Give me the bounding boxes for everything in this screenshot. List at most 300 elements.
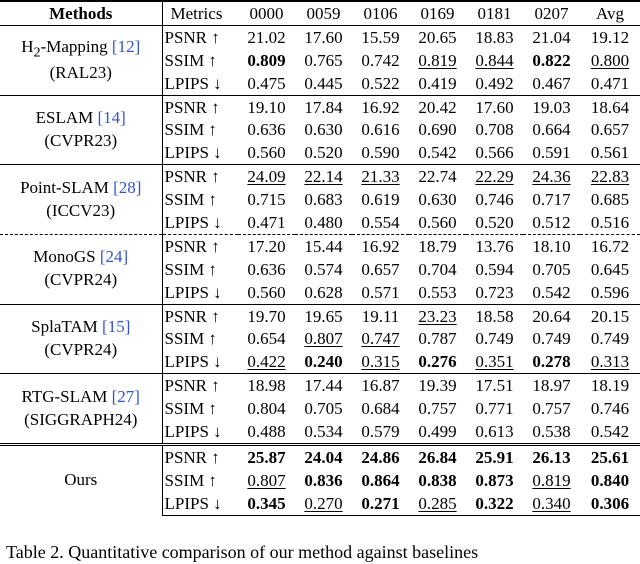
average-cell bbox=[580, 374, 640, 397]
metric-value: 22.29 bbox=[475, 167, 514, 187]
table-row bbox=[0, 25, 640, 48]
value-cell bbox=[352, 492, 409, 515]
metric-value: 0.561 bbox=[590, 143, 630, 163]
metric-value: 16.87 bbox=[361, 376, 400, 396]
value-cell bbox=[238, 72, 295, 95]
metric-value: 0.873 bbox=[475, 470, 514, 490]
value-cell bbox=[409, 188, 466, 211]
average-cell bbox=[580, 188, 640, 211]
metric-value: 0.422 bbox=[247, 352, 286, 372]
metric-value: 0.322 bbox=[475, 493, 514, 513]
value-cell bbox=[523, 258, 580, 281]
value-cell bbox=[352, 374, 409, 397]
metric-value: 19.10 bbox=[247, 97, 286, 117]
value-cell bbox=[466, 397, 523, 420]
value-cell bbox=[409, 374, 466, 397]
metric-value: 0.749 bbox=[590, 329, 630, 349]
average-cell bbox=[580, 165, 640, 188]
metric-value: 18.98 bbox=[247, 376, 286, 396]
average-cell bbox=[580, 281, 640, 304]
metric-value: 0.844 bbox=[475, 50, 514, 70]
value-cell bbox=[352, 234, 409, 257]
method-name bbox=[0, 316, 162, 339]
value-cell bbox=[238, 492, 295, 515]
method-name-rest: -Mapping bbox=[40, 36, 112, 56]
metric-value: 0.471 bbox=[590, 73, 630, 93]
value-cell bbox=[238, 211, 295, 234]
value-cell bbox=[238, 374, 295, 397]
method-name-main: MonoGS bbox=[33, 247, 100, 267]
metric-value: 0.445 bbox=[304, 73, 343, 93]
method-name-main: Ours bbox=[64, 470, 98, 490]
metric-value: 0.560 bbox=[247, 143, 286, 163]
scene-header: 0169 bbox=[420, 3, 455, 23]
average-cell bbox=[580, 25, 640, 48]
metric-value: 0.560 bbox=[247, 282, 286, 302]
metric-value: 21.33 bbox=[361, 167, 400, 187]
value-cell bbox=[295, 469, 352, 492]
value-cell bbox=[523, 420, 580, 444]
metric-value: 19.70 bbox=[247, 306, 286, 326]
value-cell bbox=[295, 444, 352, 468]
metric-value: 17.84 bbox=[304, 97, 343, 117]
metric-value: 19.03 bbox=[532, 97, 571, 117]
metric-value: 17.60 bbox=[304, 27, 343, 47]
value-cell bbox=[466, 374, 523, 397]
value-cell bbox=[523, 211, 580, 234]
metric-value: 0.542 bbox=[532, 282, 571, 302]
metric-value: 0.809 bbox=[247, 50, 286, 70]
metric-value: 0.542 bbox=[418, 143, 457, 163]
value-cell bbox=[466, 281, 523, 304]
metric-label: SSIM ↑ bbox=[164, 470, 217, 490]
citation-link[interactable]: [28] bbox=[113, 177, 142, 197]
value-cell bbox=[523, 281, 580, 304]
metric-value: 0.757 bbox=[418, 399, 457, 419]
metric-value: 0.340 bbox=[532, 493, 571, 513]
value-cell bbox=[409, 444, 466, 468]
value-cell bbox=[295, 374, 352, 397]
metric-value: 0.345 bbox=[247, 493, 286, 513]
metric-value: 0.571 bbox=[361, 282, 400, 302]
metric-value: 24.04 bbox=[304, 447, 343, 467]
average-cell bbox=[580, 420, 640, 444]
citation-link[interactable]: [14] bbox=[97, 107, 126, 127]
value-cell bbox=[352, 49, 409, 72]
metric-value: 19.39 bbox=[418, 376, 457, 396]
value-cell bbox=[523, 374, 580, 397]
metric-value: 0.492 bbox=[475, 73, 514, 93]
metric-value: 0.715 bbox=[247, 190, 286, 210]
metric-value: 0.560 bbox=[418, 212, 457, 232]
metric-value: 15.59 bbox=[361, 27, 400, 47]
metric-value: 0.807 bbox=[247, 470, 286, 490]
value-cell bbox=[409, 304, 466, 327]
value-cell bbox=[295, 327, 352, 350]
value-cell bbox=[466, 492, 523, 515]
metric-label: PSNR ↑ bbox=[162, 374, 238, 397]
metric-value: 0.757 bbox=[532, 399, 571, 419]
average-cell bbox=[580, 469, 640, 492]
metric-value: 0.596 bbox=[590, 282, 630, 302]
metric-value: 0.488 bbox=[247, 421, 286, 441]
value-cell bbox=[523, 397, 580, 420]
metric-value: 0.723 bbox=[475, 282, 514, 302]
metric-value: 0.645 bbox=[590, 259, 630, 279]
value-cell bbox=[466, 444, 523, 468]
metric-value: 0.499 bbox=[418, 421, 457, 441]
method-venue: (ICCV23) bbox=[46, 200, 116, 220]
metric-value: 17.60 bbox=[475, 97, 514, 117]
value-cell bbox=[238, 420, 295, 444]
metric-value: 0.467 bbox=[532, 73, 571, 93]
metric-value: 18.10 bbox=[532, 236, 571, 256]
method-name-cell bbox=[0, 374, 162, 445]
value-cell bbox=[295, 25, 352, 48]
avg-header: Avg bbox=[595, 3, 624, 23]
value-cell bbox=[523, 234, 580, 257]
metric-value: 0.579 bbox=[361, 421, 400, 441]
method-name-cell bbox=[0, 234, 162, 304]
metric-value: 26.84 bbox=[418, 447, 457, 467]
metric-value: 17.44 bbox=[304, 376, 343, 396]
metric-value: 21.04 bbox=[532, 27, 571, 47]
metric-value: 22.74 bbox=[418, 167, 457, 187]
metric-value: 0.765 bbox=[304, 50, 343, 70]
metric-value: 0.566 bbox=[475, 143, 514, 163]
metric-value: 0.270 bbox=[304, 493, 343, 513]
metric-value: 0.705 bbox=[304, 399, 343, 419]
metric-value: 0.554 bbox=[361, 212, 400, 232]
metric-value: 0.657 bbox=[361, 259, 400, 279]
table-row bbox=[0, 165, 640, 188]
metric-value: 0.520 bbox=[304, 143, 343, 163]
metric-value: 0.636 bbox=[247, 120, 286, 140]
value-cell bbox=[466, 72, 523, 95]
metric-label: SSIM ↑ bbox=[164, 120, 217, 140]
method-name-subscript: 2 bbox=[33, 43, 41, 60]
value-cell bbox=[466, 49, 523, 72]
metric-value: 0.685 bbox=[590, 190, 630, 210]
value-cell bbox=[466, 25, 523, 48]
average-cell bbox=[580, 397, 640, 420]
metrics-header: Metrics bbox=[170, 3, 223, 23]
value-cell bbox=[352, 141, 409, 164]
scene-header: 0000 bbox=[249, 3, 284, 23]
metric-value: 0.690 bbox=[418, 120, 457, 140]
metric-value: 0.313 bbox=[590, 352, 630, 372]
value-cell bbox=[295, 258, 352, 281]
value-cell bbox=[409, 281, 466, 304]
metric-value: 17.20 bbox=[247, 236, 286, 256]
metric-value: 0.630 bbox=[304, 120, 343, 140]
metric-value: 0.654 bbox=[247, 329, 286, 349]
metric-value: 0.771 bbox=[475, 399, 514, 419]
metric-value: 0.684 bbox=[361, 399, 400, 419]
value-cell bbox=[238, 350, 295, 373]
metric-value: 0.542 bbox=[590, 421, 630, 441]
metric-value: 18.97 bbox=[532, 376, 571, 396]
metric-value: 0.747 bbox=[361, 329, 400, 349]
metric-value: 0.708 bbox=[475, 120, 514, 140]
method-name bbox=[0, 177, 162, 200]
metric-label: PSNR ↑ bbox=[162, 444, 238, 468]
results-body bbox=[0, 25, 640, 515]
metric-value: 0.819 bbox=[418, 50, 457, 70]
method-venue: (RAL23) bbox=[49, 63, 112, 83]
methods-header: Methods bbox=[0, 1, 162, 25]
value-cell bbox=[295, 492, 352, 515]
scene-header: 0059 bbox=[306, 3, 341, 23]
value-cell bbox=[295, 304, 352, 327]
value-cell bbox=[523, 72, 580, 95]
value-cell bbox=[352, 95, 409, 118]
metric-value: 0.742 bbox=[361, 50, 400, 70]
metric-value: 0.787 bbox=[418, 329, 457, 349]
value-cell bbox=[523, 188, 580, 211]
value-cell bbox=[409, 350, 466, 373]
metric-value: 0.800 bbox=[590, 50, 630, 70]
metric-value: 0.278 bbox=[532, 352, 571, 372]
value-cell bbox=[352, 72, 409, 95]
metric-value: 18.58 bbox=[475, 306, 514, 326]
metric-label: LPIPS ↓ bbox=[162, 492, 238, 515]
scene-header: 0106 bbox=[363, 3, 398, 23]
value-cell bbox=[295, 211, 352, 234]
value-cell bbox=[352, 397, 409, 420]
metric-value: 23.23 bbox=[418, 306, 457, 326]
method-name-main: RTG-SLAM bbox=[21, 386, 112, 406]
metric-value: 20.15 bbox=[590, 306, 630, 326]
value-cell bbox=[295, 165, 352, 188]
metric-value: 20.65 bbox=[418, 27, 457, 47]
metric-value: 0.276 bbox=[418, 352, 457, 372]
value-cell bbox=[466, 304, 523, 327]
metric-value: 0.636 bbox=[247, 259, 286, 279]
metric-value: 20.64 bbox=[532, 306, 571, 326]
method-name bbox=[0, 386, 162, 409]
metric-value: 24.09 bbox=[247, 167, 286, 187]
metric-value: 17.51 bbox=[475, 376, 514, 396]
value-cell bbox=[352, 304, 409, 327]
value-cell bbox=[523, 95, 580, 118]
metric-value: 0.836 bbox=[304, 470, 343, 490]
metric-value: 0.471 bbox=[247, 212, 286, 232]
value-cell bbox=[238, 165, 295, 188]
value-cell bbox=[238, 188, 295, 211]
metric-value: 18.79 bbox=[418, 236, 457, 256]
table-row bbox=[0, 304, 640, 327]
metric-label: SSIM ↑ bbox=[164, 259, 217, 279]
metric-value: 0.534 bbox=[304, 421, 343, 441]
metric-label: PSNR ↑ bbox=[162, 25, 238, 48]
metric-value: 19.12 bbox=[590, 27, 630, 47]
value-cell bbox=[466, 165, 523, 188]
metric-label: PSNR ↑ bbox=[162, 234, 238, 257]
table-row bbox=[0, 95, 640, 118]
metric-value: 0.613 bbox=[475, 421, 514, 441]
metric-value: 0.705 bbox=[532, 259, 571, 279]
value-cell bbox=[295, 141, 352, 164]
citation-link[interactable]: [12] bbox=[111, 36, 141, 56]
value-cell bbox=[466, 118, 523, 141]
metric-value: 25.87 bbox=[247, 447, 286, 467]
metric-value: 0.516 bbox=[590, 212, 630, 232]
value-cell bbox=[409, 165, 466, 188]
metric-value: 16.92 bbox=[361, 97, 400, 117]
method-venue: (SIGGRAPH24) bbox=[24, 409, 138, 429]
value-cell bbox=[523, 141, 580, 164]
value-cell bbox=[352, 165, 409, 188]
value-cell bbox=[295, 72, 352, 95]
value-cell bbox=[352, 25, 409, 48]
metric-value: 0.683 bbox=[304, 190, 343, 210]
metric-value: 0.840 bbox=[590, 470, 630, 490]
value-cell bbox=[238, 397, 295, 420]
value-cell bbox=[409, 25, 466, 48]
metric-label: LPIPS ↓ bbox=[164, 143, 222, 163]
metric-value: 0.351 bbox=[475, 352, 514, 372]
metric-value: 21.02 bbox=[247, 27, 286, 47]
table-row bbox=[0, 444, 640, 468]
metric-value: 16.72 bbox=[590, 236, 630, 256]
average-cell bbox=[580, 118, 640, 141]
value-cell bbox=[523, 25, 580, 48]
value-cell bbox=[466, 188, 523, 211]
value-cell bbox=[352, 258, 409, 281]
value-cell bbox=[523, 327, 580, 350]
value-cell bbox=[523, 304, 580, 327]
citation-link[interactable]: [27] bbox=[111, 386, 140, 406]
metric-value: 0.475 bbox=[247, 73, 286, 93]
value-cell bbox=[409, 469, 466, 492]
value-cell bbox=[523, 118, 580, 141]
metric-value: 0.619 bbox=[361, 190, 400, 210]
method-name bbox=[0, 36, 162, 63]
value-cell bbox=[466, 258, 523, 281]
value-cell bbox=[238, 469, 295, 492]
method-name-cell bbox=[0, 25, 162, 95]
value-cell bbox=[238, 258, 295, 281]
metric-value: 15.44 bbox=[304, 236, 343, 256]
value-cell bbox=[409, 49, 466, 72]
value-cell bbox=[238, 141, 295, 164]
citation-link[interactable]: [24] bbox=[99, 247, 129, 267]
value-cell bbox=[352, 281, 409, 304]
average-cell bbox=[580, 49, 640, 72]
average-cell bbox=[580, 258, 640, 281]
method-name-cell bbox=[0, 165, 162, 235]
value-cell bbox=[523, 165, 580, 188]
metric-value: 0.594 bbox=[475, 259, 514, 279]
metric-value: 0.749 bbox=[475, 329, 514, 349]
value-cell bbox=[352, 420, 409, 444]
value-cell bbox=[352, 118, 409, 141]
value-cell bbox=[295, 397, 352, 420]
value-cell bbox=[409, 492, 466, 515]
metric-value: 0.480 bbox=[304, 212, 343, 232]
metric-label: LPIPS ↓ bbox=[164, 282, 222, 302]
metric-value: 19.11 bbox=[361, 306, 400, 326]
value-cell bbox=[523, 49, 580, 72]
method-name-cell bbox=[0, 444, 162, 515]
value-cell bbox=[409, 327, 466, 350]
value-cell bbox=[466, 469, 523, 492]
value-cell bbox=[523, 492, 580, 515]
value-cell bbox=[295, 234, 352, 257]
table-row bbox=[0, 374, 640, 397]
metric-value: 13.76 bbox=[475, 236, 514, 256]
table-row bbox=[0, 234, 640, 257]
metric-value: 0.657 bbox=[590, 120, 630, 140]
metric-value: 18.19 bbox=[590, 376, 630, 396]
value-cell bbox=[523, 469, 580, 492]
metric-value: 0.746 bbox=[475, 190, 514, 210]
value-cell bbox=[238, 95, 295, 118]
method-name-main: Point-SLAM bbox=[20, 177, 114, 197]
average-cell bbox=[580, 72, 640, 95]
method-name-cell bbox=[0, 304, 162, 374]
value-cell bbox=[295, 420, 352, 444]
average-cell bbox=[580, 211, 640, 234]
metric-value: 0.520 bbox=[475, 212, 514, 232]
value-cell bbox=[409, 211, 466, 234]
metric-value: 0.819 bbox=[532, 470, 571, 490]
metric-value: 0.285 bbox=[418, 493, 457, 513]
metric-label: LPIPS ↓ bbox=[164, 212, 222, 232]
value-cell bbox=[352, 188, 409, 211]
value-cell bbox=[409, 397, 466, 420]
value-cell bbox=[295, 188, 352, 211]
metric-value: 0.616 bbox=[361, 120, 400, 140]
method-venue: (CVPR24) bbox=[44, 339, 118, 359]
value-cell bbox=[409, 72, 466, 95]
average-cell bbox=[580, 350, 640, 373]
metric-value: 0.864 bbox=[361, 470, 400, 490]
header-row bbox=[0, 1, 640, 25]
metric-label: SSIM ↑ bbox=[164, 50, 217, 70]
metric-value: 0.590 bbox=[361, 143, 400, 163]
average-cell bbox=[580, 492, 640, 515]
value-cell bbox=[238, 49, 295, 72]
metric-value: 20.42 bbox=[418, 97, 457, 117]
metric-value: 0.512 bbox=[532, 212, 571, 232]
metric-value: 24.36 bbox=[532, 167, 571, 187]
metric-label: LPIPS ↓ bbox=[164, 421, 222, 441]
metric-value: 0.271 bbox=[361, 493, 400, 513]
metric-label: LPIPS ↓ bbox=[164, 352, 222, 372]
value-cell bbox=[409, 258, 466, 281]
average-cell bbox=[580, 444, 640, 468]
value-cell bbox=[466, 141, 523, 164]
metric-value: 22.14 bbox=[304, 167, 343, 187]
metric-value: 18.64 bbox=[590, 97, 630, 117]
value-cell bbox=[295, 95, 352, 118]
average-cell bbox=[580, 234, 640, 257]
average-cell bbox=[580, 327, 640, 350]
value-cell bbox=[466, 234, 523, 257]
metric-value: 0.746 bbox=[590, 399, 630, 419]
metric-value: 24.86 bbox=[361, 447, 400, 467]
metric-value: 0.749 bbox=[532, 329, 571, 349]
value-cell bbox=[409, 118, 466, 141]
scene-header: 0181 bbox=[477, 3, 512, 23]
value-cell bbox=[238, 281, 295, 304]
citation-link[interactable]: [15] bbox=[102, 316, 131, 336]
metric-value: 0.240 bbox=[304, 352, 343, 372]
metric-value: 25.91 bbox=[475, 447, 514, 467]
metric-value: 25.61 bbox=[590, 447, 630, 467]
